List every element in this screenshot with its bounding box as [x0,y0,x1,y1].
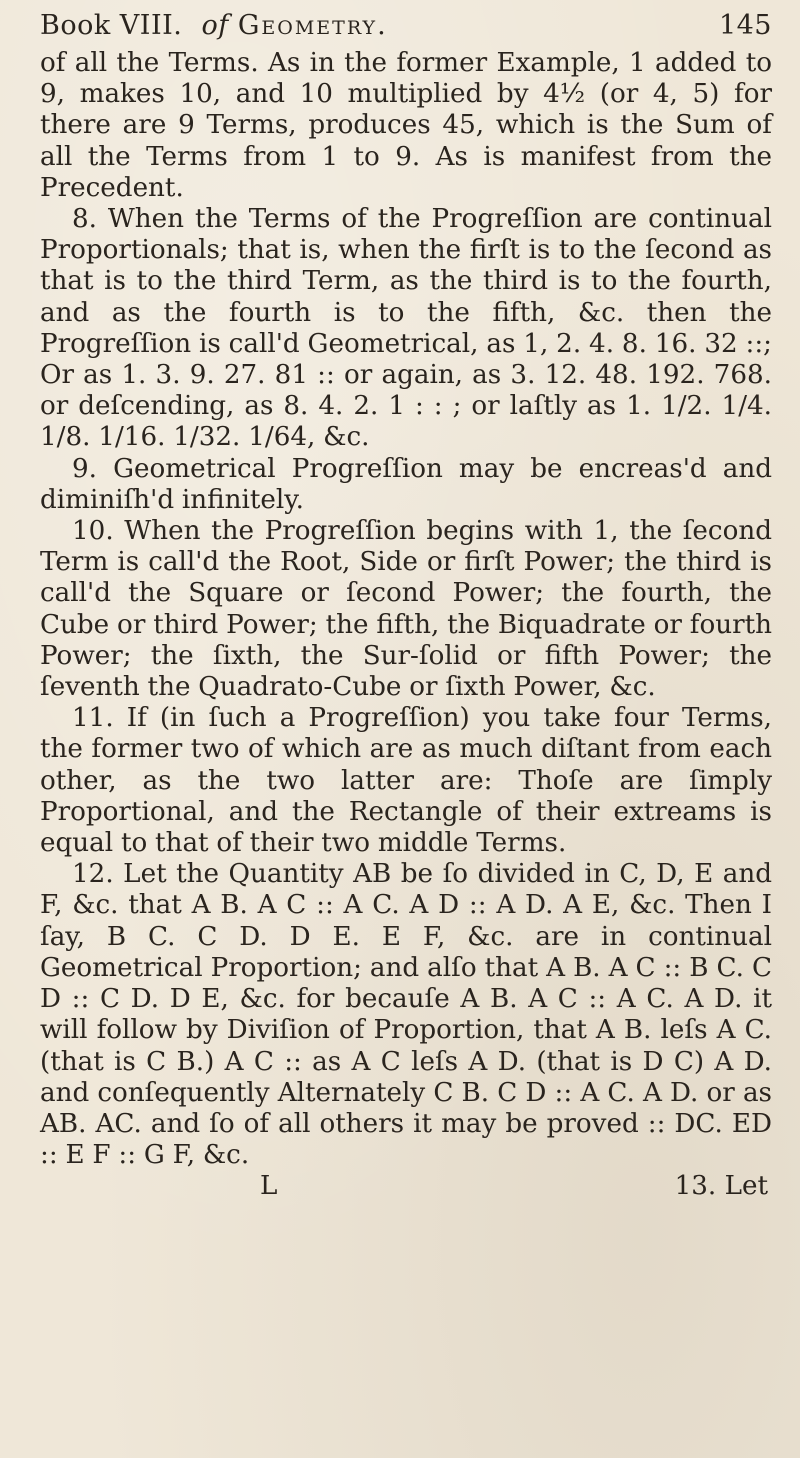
of-word: of [201,10,229,41]
page-footer [40,1171,772,1202]
paragraph-11: 11. If (in ſuch a Progreſſion) you take four Terms, the former two of which are as much diſtant from each other, as the two latter are: Thoſe are ſimply Proportional, and the Rectangle of their extreams is equal to that of their two middle Terms. [40,703,772,859]
catchword: 13. Let [674,1171,768,1202]
paragraph-12: 12. Let the Quantity AB be ſo divided in C, D, E and F, &c. that A B. A C :: A C. A D :: A D. A E, &c. Then I ſay, B C. C D. D E. E F, &c. are in continual Geometrical Proportion; and alſo that A B. A C :: B C. C D :: C D. D E, &c. for becauſe A B. A C :: A C. A D. it will follow by Diviſion of Proportion, that A B. leſs A C. (that is C B.) A C :: as A C leſs A D. (that is D C) A D. and conſequently Alternately C B. C D :: A C. A D. or as AB. AC. and ſo of all others it may be proved :: DC. ED :: E F :: G F, &c. [40,859,772,1171]
subject-title: Geometry. [237,10,388,41]
book-number: Book VIII. [40,10,183,41]
paragraph-continuation: of all the Terms. As in the former Example, 1 added to 9, makes 10, and 10 multiplied by 4½ (or 4, 5) for there are 9 Terms, produces 45, which is the Sum of all the Terms from 1 to 9. As is manifest from the Precedent. [40,48,772,203]
paragraph-9: 9. Geometrical Progreſſion may be encreas'd and diminiſh'd infinitely. [40,453,772,515]
signature-mark: L [260,1171,278,1202]
paragraph-8: 8. When the Terms of the Progreſſion are continual Proportionals; that is, when the firſt is to the ſecond as that is to the third Term, as the third is to the fourth, and as the fourth is to the fifth, &c. then the Progreſſion is call'd Geometrical, as 1, 2. 4. 8. 16. 32 ::; Or as 1. 3. 9. 27. 81 :: or again, as 3. 12. 48. 192. 768. or deſcending, as 8. 4. 2. 1 : : ; or laſtly as 1. 1/2. 1/4. 1/8. 1/16. 1/32. 1/64, &c. [40,204,772,453]
book-title [40,10,398,41]
running-head [40,10,772,46]
body-text [40,48,772,1171]
paragraph-10: 10. When the Progreſſion begins with 1, the ſecond Term is call'd the Root, Side or firſt Power; the third is call'd the Square or ſecond Power; the fourth, the Cube or third Power; the fifth, the Biquadrate or fourth Power; the ſixth, the Sur-ſolid or fifth Power; the ſeventh the Quadrato-Cube or ſixth Power, &c. [40,516,772,703]
page-number: 145 [718,10,772,41]
